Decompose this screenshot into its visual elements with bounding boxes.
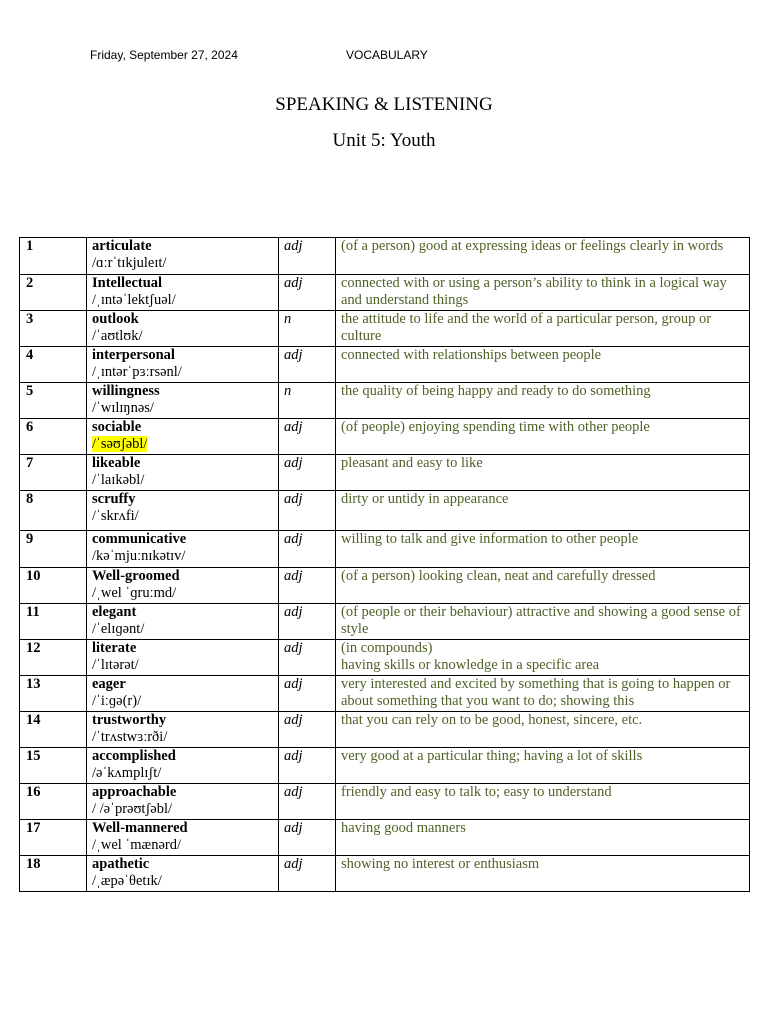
table-row: [20, 455, 750, 491]
row-number: 13: [20, 676, 87, 712]
row-number: 10: [20, 568, 87, 604]
pronunciation: / /əˈprəʊtʃəbl/: [92, 801, 173, 817]
definition: that you can rely on to be good, honest, sincere, etc.: [336, 712, 750, 748]
definition: connected with relationships between people: [336, 347, 750, 383]
table-row: [20, 784, 750, 820]
table-row: [20, 347, 750, 383]
word-cell: [87, 784, 279, 820]
pronunciation: /əˈkʌmplɪʃt/: [92, 765, 162, 781]
part-of-speech: adj: [279, 856, 336, 892]
word-cell: [87, 640, 279, 676]
word: willingness: [92, 383, 160, 399]
part-of-speech: adj: [279, 419, 336, 455]
part-of-speech: adj: [279, 640, 336, 676]
part-of-speech: adj: [279, 604, 336, 640]
definition: dirty or untidy in appearance: [336, 491, 750, 531]
word-cell: [87, 856, 279, 892]
definition: pleasant and easy to like: [336, 455, 750, 491]
row-number: 5: [20, 383, 87, 419]
row-number: 4: [20, 347, 87, 383]
pronunciation: /ˈlaɪkəbl/: [92, 472, 145, 488]
part-of-speech: adj: [279, 784, 336, 820]
row-number: 15: [20, 748, 87, 784]
row-number: 8: [20, 491, 87, 531]
pronunciation: /kəˈmjuːnɪkətɪv/: [92, 548, 186, 564]
word: trustworthy: [92, 712, 167, 728]
row-number: 2: [20, 275, 87, 311]
row-number: 6: [20, 419, 87, 455]
definition: willing to talk and give information to other people: [336, 531, 750, 568]
table-row: [20, 311, 750, 347]
word: approachable: [92, 784, 177, 800]
pronunciation: /ˌɪntərˈpɜːrsənl/: [92, 364, 182, 380]
pronunciation: /ˈtrʌstwɜːrði/: [92, 729, 168, 745]
definition: connected with or using a person’s ability to think in a logical way and understand things: [336, 275, 750, 311]
pronunciation: /ˈelɪɡənt/: [92, 621, 145, 637]
pronunciation: /ˌwel ˈmænərd/: [92, 837, 181, 853]
word: articulate: [92, 238, 152, 254]
part-of-speech: adj: [279, 676, 336, 712]
word-cell: [87, 604, 279, 640]
word-cell: [87, 383, 279, 419]
table-row: [20, 604, 750, 640]
row-number: 17: [20, 820, 87, 856]
word-cell: [87, 419, 279, 455]
table-row: [20, 820, 750, 856]
part-of-speech: adj: [279, 347, 336, 383]
word: accomplished: [92, 748, 176, 764]
pronunciation: /ˌwel ˈɡruːmd/: [92, 585, 177, 601]
definition-text: having skills or knowledge in a specific area: [341, 657, 600, 673]
definition: friendly and easy to talk to; easy to understand: [336, 784, 750, 820]
definition: (of a person) looking clean, neat and carefully dressed: [336, 568, 750, 604]
word: scruffy: [92, 491, 136, 507]
definition: showing no interest or enthusiasm: [336, 856, 750, 892]
definition: [336, 640, 750, 676]
word-cell: [87, 311, 279, 347]
word: outlook: [92, 311, 139, 327]
pronunciation: /ˈlɪtərət/: [92, 657, 139, 673]
word-cell: [87, 531, 279, 568]
row-number: 7: [20, 455, 87, 491]
word: apathetic: [92, 856, 150, 872]
table-row: [20, 383, 750, 419]
word: sociable: [92, 419, 142, 435]
word: interpersonal: [92, 347, 175, 363]
part-of-speech: adj: [279, 238, 336, 275]
word: Well-groomed: [92, 568, 180, 584]
pronunciation: /ˈwɪlɪŋnəs/: [92, 400, 154, 416]
part-of-speech: adj: [279, 275, 336, 311]
part-of-speech: adj: [279, 491, 336, 531]
row-number: 18: [20, 856, 87, 892]
definition: the quality of being happy and ready to do something: [336, 383, 750, 419]
table-row: [20, 531, 750, 568]
vocabulary-table: [19, 237, 750, 892]
highlighted-pronunciation: /ˈsəʊʃəbl/: [92, 436, 148, 452]
part-of-speech: adj: [279, 531, 336, 568]
word-cell: [87, 491, 279, 531]
pronunciation: /ˈskrʌfi/: [92, 508, 139, 524]
table-row: [20, 238, 750, 275]
page-title: SPEAKING & LISTENING: [275, 94, 493, 115]
table-row: [20, 856, 750, 892]
pronunciation: /ɑːrˈtɪkjuleɪt/: [92, 255, 167, 271]
word: Well-mannered: [92, 820, 188, 836]
definition: having good manners: [336, 820, 750, 856]
word-cell: [87, 238, 279, 275]
table-row: [20, 568, 750, 604]
part-of-speech: n: [279, 311, 336, 347]
pronunciation: /ˌæpəˈθetɪk/: [92, 873, 162, 889]
definition: very good at a particular thing; having a lot of skills: [336, 748, 750, 784]
row-number: 1: [20, 238, 87, 275]
row-number: 16: [20, 784, 87, 820]
table-row: [20, 491, 750, 531]
word: likeable: [92, 455, 141, 471]
word: elegant: [92, 604, 137, 620]
row-number: 14: [20, 712, 87, 748]
definition: (of people or their behaviour) attractive and showing a good sense of style: [336, 604, 750, 640]
definition-note: (in compounds): [341, 640, 433, 656]
table-row: [20, 676, 750, 712]
table-row: [20, 275, 750, 311]
definition: (of a person) good at expressing ideas or feelings clearly in words: [336, 238, 750, 275]
word: literate: [92, 640, 137, 656]
table-row: [20, 712, 750, 748]
table-row: [20, 640, 750, 676]
header-date: Friday, September 27, 2024: [90, 48, 238, 62]
table-row: [20, 748, 750, 784]
word: communicative: [92, 531, 187, 547]
row-number: 9: [20, 531, 87, 568]
definition: very interested and excited by something that is going to happen or about something that you want to do; showing this: [336, 676, 750, 712]
pronunciation: /ˌɪntəˈlektʃuəl/: [92, 292, 176, 308]
word-cell: [87, 676, 279, 712]
word-cell: [87, 347, 279, 383]
part-of-speech: adj: [279, 455, 336, 491]
word: eager: [92, 676, 126, 692]
unit-title: Unit 5: Youth: [332, 130, 436, 151]
header-label: VOCABULARY: [346, 48, 428, 62]
part-of-speech: adj: [279, 820, 336, 856]
word-cell: [87, 275, 279, 311]
definition: (of people) enjoying spending time with other people: [336, 419, 750, 455]
part-of-speech: n: [279, 383, 336, 419]
row-number: 11: [20, 604, 87, 640]
word: Intellectual: [92, 275, 163, 291]
pronunciation: /ˈaʊtlʊk/: [92, 328, 143, 344]
part-of-speech: adj: [279, 748, 336, 784]
part-of-speech: adj: [279, 568, 336, 604]
word-cell: [87, 568, 279, 604]
row-number: 3: [20, 311, 87, 347]
word-cell: [87, 455, 279, 491]
table-row: [20, 419, 750, 455]
part-of-speech: adj: [279, 712, 336, 748]
word-cell: [87, 748, 279, 784]
word-cell: [87, 712, 279, 748]
row-number: 12: [20, 640, 87, 676]
word-cell: [87, 820, 279, 856]
pronunciation: /ˈiːɡə(r)/: [92, 693, 142, 709]
definition: the attitude to life and the world of a particular person, group or culture: [336, 311, 750, 347]
